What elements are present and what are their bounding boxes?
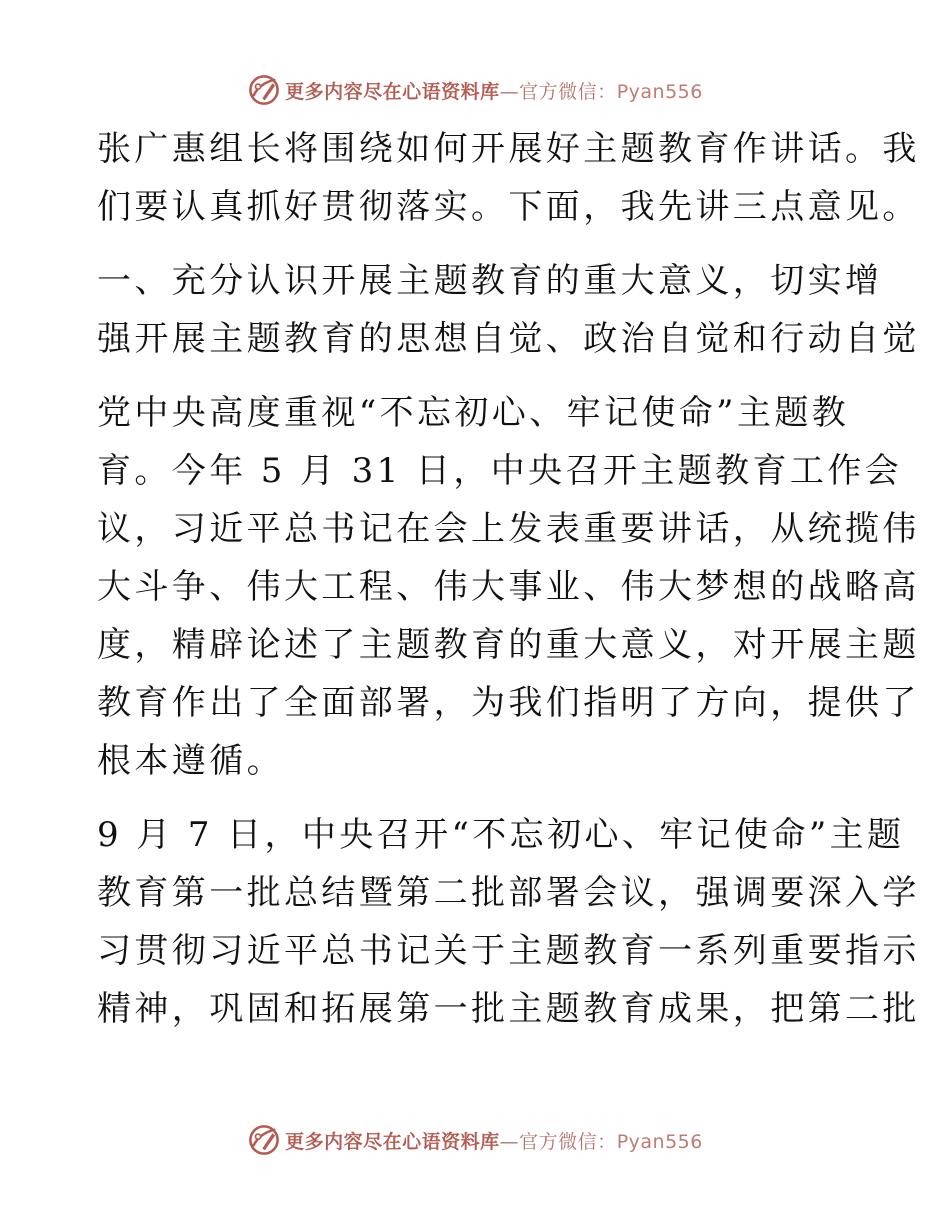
footer-watermark xyxy=(0,1120,950,1160)
document-body xyxy=(97,120,920,1038)
watermark-separator: — xyxy=(499,1130,520,1153)
header-watermark xyxy=(0,70,950,110)
watermark-id: Pyan556 xyxy=(616,1130,703,1153)
text-line: 精神，巩固和拓展第一批主题教育成果，把第二批 xyxy=(97,989,920,1029)
text-line: 教育第一批总结暨第二批部署会议，强调要深入学 xyxy=(97,873,920,913)
text-line: 教育作出了全面部署，为我们指明了方向，提供了 xyxy=(97,683,920,723)
watermark-separator: — xyxy=(499,80,520,103)
paragraph-intro xyxy=(97,120,920,236)
text-line: 度，精辟论述了主题教育的重大意义，对开展主题 xyxy=(97,625,920,665)
watermark-label: 官方微信： xyxy=(519,80,617,103)
text-line: 习贯彻习近平总书记关于主题教育一系列重要指示 xyxy=(97,931,920,971)
text-line: 议，习近平总书记在会上发表重要讲话，从统揽伟 xyxy=(97,509,920,549)
pen-swirl-logo-icon xyxy=(247,73,281,107)
section-heading-one xyxy=(97,252,920,368)
text-line: 一、充分认识开展主题教育的重大意义，切实增 xyxy=(97,261,883,301)
watermark-main: 更多内容尽在心语资料库 xyxy=(285,1130,500,1153)
text-line: 们要认真抓好贯彻落实。下面，我先讲三点意见。 xyxy=(97,187,920,227)
text-line: 育。今年 5 月 31 日，中央召开主题教育工作会 xyxy=(97,451,903,491)
paragraph-september-meeting xyxy=(97,806,920,1038)
watermark-main: 更多内容尽在心语资料库 xyxy=(285,80,500,103)
watermark-label: 官方微信： xyxy=(519,1130,617,1153)
text-line: 强开展主题教育的思想自觉、政治自觉和行动自觉 xyxy=(97,319,920,359)
text-line: 党中央高度重视“不忘初心、牢记使命”主题教 xyxy=(97,393,850,433)
paragraph-central-committee xyxy=(97,384,920,790)
watermark-id: Pyan556 xyxy=(616,80,703,103)
text-line: 根本遵循。 xyxy=(97,741,284,781)
pen-swirl-logo-icon xyxy=(247,1123,281,1157)
text-line: 9 月 7 日，中央召开“不忘初心、牢记使命”主题 xyxy=(97,815,905,855)
watermark-text xyxy=(285,77,703,104)
text-line: 张广惠组长将围绕如何开展好主题教育作讲话。我 xyxy=(97,129,920,169)
text-line: 大斗争、伟大工程、伟大事业、伟大梦想的战略高 xyxy=(97,567,920,607)
watermark-text xyxy=(285,1127,703,1154)
